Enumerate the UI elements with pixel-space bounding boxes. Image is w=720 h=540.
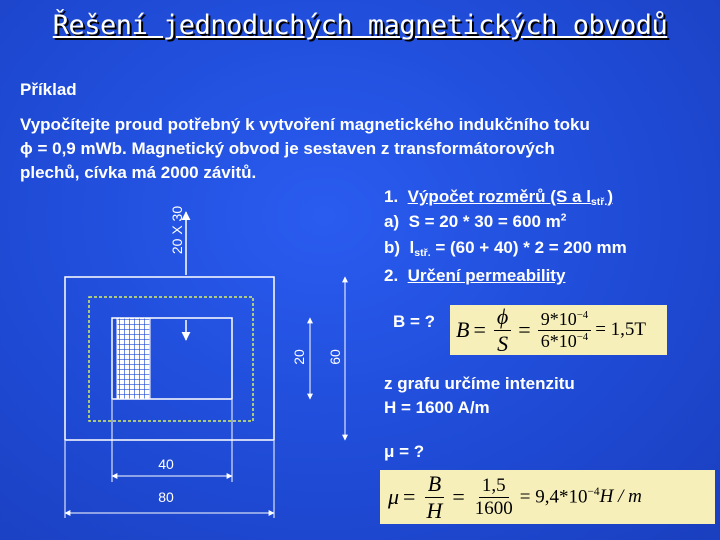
step-b: b) $l_{stř.} = (60 + 40) * 2 = 200$ mm	[384, 238, 627, 259]
graph-note-line-1: z grafu určíme intenzitu	[384, 374, 575, 393]
coil-winding	[117, 318, 150, 399]
b-question: B = ?	[393, 312, 436, 331]
mean-path-dashed	[89, 297, 253, 421]
step-1: 1. Výpočet rozměrů (S a $l_{stř.}$)	[384, 187, 613, 208]
step-a: a) S = 20 * 30 = 600 $m^2$	[384, 212, 567, 231]
problem-line-3: plechů, cívka má 2000 závitů.	[20, 163, 257, 182]
problem-line-2: ϕ = 0,9 mWb. Magnetický obvod je sestaven z transformátorových	[20, 139, 555, 158]
mu-question: μ = ?	[384, 442, 425, 461]
phi-symbol: ϕ	[20, 139, 33, 158]
formula-b-fraction-2: $\frac{9*10^{-4}}{6*10^{-4}}$	[538, 310, 592, 351]
page-title: Řešení jednoduchých magnetických obvodů	[52, 10, 668, 41]
step-2: 2. Určení permeability	[384, 266, 566, 285]
formula-mu-fraction-2: $\frac{1,5}{1600}$	[474, 474, 513, 519]
dim-label-20: 20	[291, 349, 307, 365]
section-label: Příklad	[20, 80, 77, 99]
formula-mu: μ = $\frac{B}{H}$ = $\frac{1,5}{1600}$ = $9,4*10^{-4}$ H / m	[380, 470, 715, 524]
dim-label-80: 80	[158, 489, 174, 505]
core-outer-outline	[65, 277, 274, 440]
problem-line-1: Vypočítejte proud potřebný k vytvoření magnetického indukčního toku	[20, 115, 590, 134]
formula-mu-fraction-1: $\frac{B}{H}$	[426, 471, 443, 523]
dim-label-40: 40	[158, 456, 174, 472]
dim-label-60: 60	[327, 349, 343, 365]
graph-note-line-2: H = 1600 A/m	[384, 398, 490, 417]
formula-b: B = $\frac{\phi}{S}$ = $\frac{9*10^{-4}}{6*10^{-4}}$ = 1,5T	[450, 305, 667, 355]
formula-b-fraction-1: $\frac{\phi}{S}$	[494, 305, 511, 354]
dim-label-cross-section: 20 X 30	[169, 205, 185, 255]
